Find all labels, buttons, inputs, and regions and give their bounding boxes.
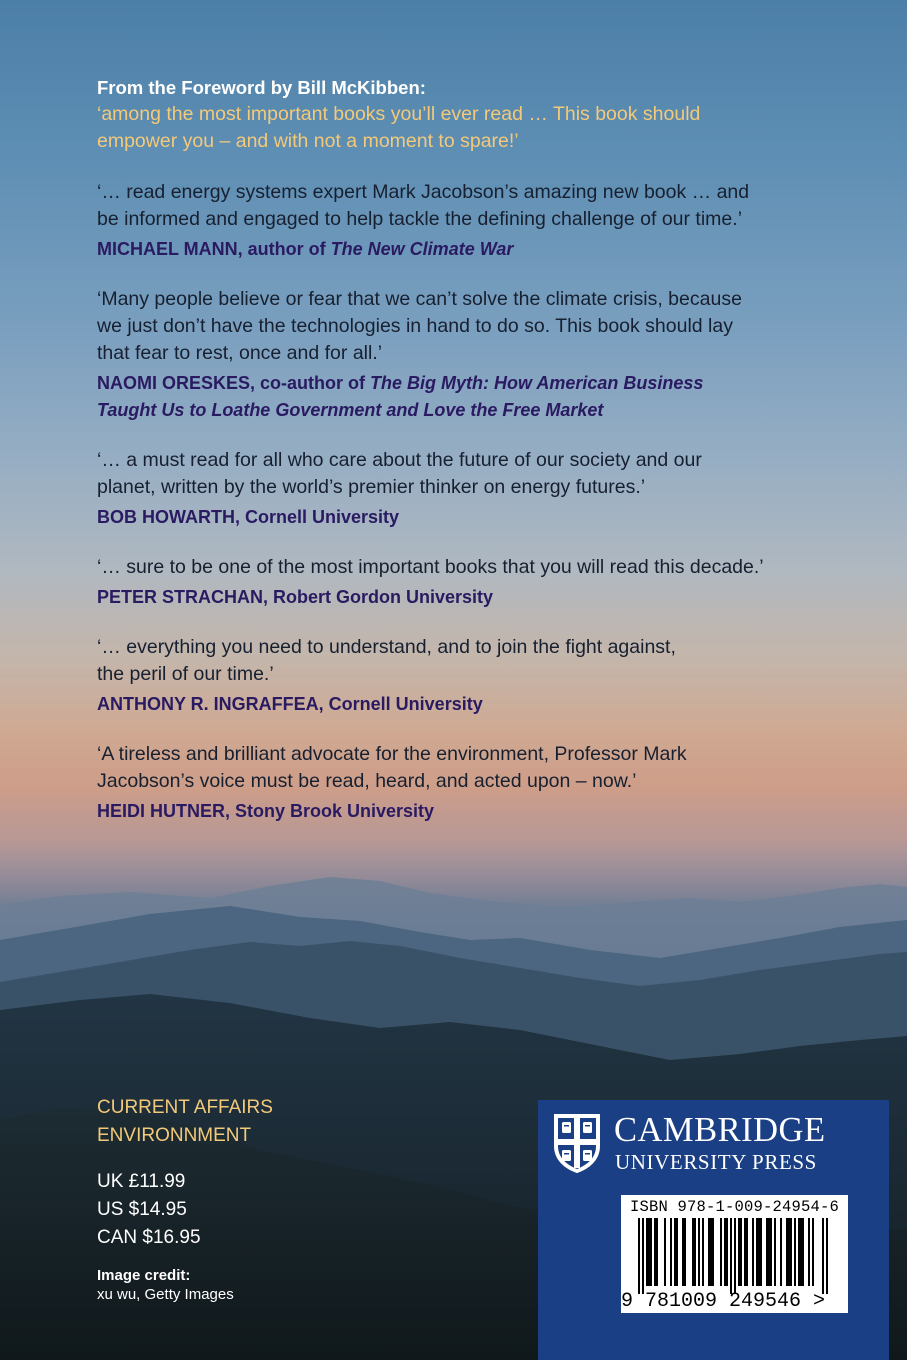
barcode-bar <box>826 1218 828 1294</box>
endorser-name: HEIDI HUTNER, <box>97 801 231 821</box>
price-list <box>97 1168 273 1252</box>
publisher-panel <box>538 1100 889 1360</box>
barcode-bar <box>708 1218 710 1286</box>
barcode-bar <box>642 1218 644 1294</box>
barcode-bar <box>794 1218 796 1286</box>
barcode-bar <box>684 1218 686 1286</box>
endorsement-quote-line: Jacobson’s voice must be read, heard, and acted upon – now.’ <box>97 770 637 792</box>
endorsement <box>97 634 817 718</box>
endorser-affiliation: Robert Gordon University <box>268 587 494 607</box>
barcode-bar <box>702 1218 704 1286</box>
barcode-bar <box>786 1218 788 1286</box>
endorsement <box>97 179 817 263</box>
barcode-bar <box>720 1218 722 1286</box>
image-credit-text: xu wu, Getty Images <box>97 1286 234 1303</box>
endorsement-quote <box>97 179 817 233</box>
barcode-bar <box>812 1218 814 1286</box>
barcode-bar <box>808 1218 810 1286</box>
price-us: US $14.95 <box>97 1199 187 1220</box>
barcode-bar <box>746 1218 748 1286</box>
barcode-bar <box>650 1218 652 1286</box>
endorsement <box>97 286 817 424</box>
barcode-bar <box>788 1218 790 1286</box>
cambridge-crest-icon <box>552 1112 602 1174</box>
bottom-left-info <box>97 1094 273 1304</box>
endorsement-quote-line: be informed and engaged to help tackle the defining challenge of our time.’ <box>97 208 743 230</box>
endorsement-quote <box>97 634 817 688</box>
barcode-bar <box>730 1218 732 1294</box>
endorsement-quote <box>97 447 817 501</box>
barcode-bar <box>790 1218 792 1286</box>
barcode-bar <box>822 1218 824 1294</box>
endorsement-quote-line: ‘A tireless and brilliant advocate for the environment, Professor Mark <box>97 743 687 765</box>
endorser-affiliation: Cornell University <box>240 507 400 527</box>
barcode-bar <box>724 1218 726 1286</box>
barcode-bar <box>740 1218 742 1286</box>
endorser-name: PETER STRACHAN, <box>97 587 269 607</box>
barcode-label <box>621 1195 848 1313</box>
price-uk: UK £11.99 <box>97 1171 186 1192</box>
endorsement-attribution <box>97 584 817 611</box>
barcode-bar <box>774 1218 776 1286</box>
barcode-bar <box>682 1218 684 1286</box>
endorsement-quote <box>97 741 817 795</box>
barcode-bar <box>670 1218 672 1286</box>
barcode-bar <box>692 1218 694 1286</box>
barcode-bar <box>802 1218 804 1286</box>
endorser-name: BOB HOWARTH, <box>97 507 240 527</box>
barcode-bar <box>726 1218 728 1286</box>
endorsement-quote <box>97 286 817 367</box>
endorsement-quote-line: ‘Many people believe or fear that we can’t solve the climate crisis, because <box>97 288 742 310</box>
foreword-quote <box>97 101 817 155</box>
endorsement-attribution <box>97 798 817 825</box>
barcode-bar <box>768 1218 770 1286</box>
endorsement <box>97 554 817 611</box>
barcode-bar <box>766 1218 768 1286</box>
barcode-bar <box>800 1218 802 1286</box>
endorser-affiliation: Taught Us to Loathe Government and Love the Free Market <box>97 400 604 420</box>
endorsement-quote-line: that fear to rest, once and for all.’ <box>97 342 383 364</box>
endorsement-quote-line: ‘… a must read for all who care about the future of our society and our <box>97 449 702 471</box>
barcode-bar <box>780 1218 782 1286</box>
barcode-bar <box>676 1218 678 1286</box>
endorsement-attribution <box>97 236 817 263</box>
publisher-name: CAMBRIDGE <box>614 1111 826 1149</box>
barcode-number: 9 781009 249546 > <box>621 1290 826 1313</box>
endorsement-attribution <box>97 504 817 531</box>
endorser-name: NAOMI ORESKES, <box>97 373 256 393</box>
barcode-bar <box>646 1218 648 1286</box>
barcode-bar <box>734 1218 736 1294</box>
barcode-bar <box>674 1218 676 1286</box>
endorsement-quote-line: ‘… everything you need to understand, and to join the fight against, <box>97 636 676 658</box>
endorsement-quote <box>97 554 817 581</box>
foreword-quote-line: ‘among the most important books you’ll ever read … This book should <box>97 103 701 125</box>
barcode-bar <box>664 1218 666 1286</box>
image-credit-heading: Image credit: <box>97 1267 191 1284</box>
endorser-affiliation: Stony Brook University <box>230 801 435 821</box>
barcode-bar <box>756 1218 758 1286</box>
endorsement-attribution <box>97 691 817 718</box>
endorsement-attribution <box>97 370 817 424</box>
barcode-bar <box>698 1218 700 1286</box>
endorser-name: MICHAEL MANN, <box>97 239 243 259</box>
endorsements-section <box>97 74 817 848</box>
barcode-bar <box>758 1218 760 1286</box>
endorsement <box>97 741 817 825</box>
barcode-bar <box>798 1218 800 1286</box>
barcode-bar <box>712 1218 714 1286</box>
category-label: CURRENT AFFAIRS <box>97 1097 273 1118</box>
endorser-affiliation: The New Climate War <box>330 239 514 259</box>
barcode-bar <box>694 1218 696 1286</box>
barcode-bar <box>648 1218 650 1286</box>
barcode-bar <box>638 1218 640 1294</box>
endorser-name: ANTHONY R. INGRAFFEA, <box>97 694 324 714</box>
barcode-bar <box>738 1218 740 1286</box>
endorsement-quote-line: ‘… sure to be one of the most important books that you will read this decade.’ <box>97 556 764 578</box>
endorsement-quote-line: planet, written by the world’s premier thinker on energy futures.’ <box>97 476 646 498</box>
barcode-bar <box>710 1218 712 1286</box>
endorsement-quote-line: ‘… read energy systems expert Mark Jacobson’s amazing new book … and <box>97 181 750 203</box>
price-can: CAN $16.95 <box>97 1227 201 1248</box>
barcode-bar <box>656 1218 658 1286</box>
barcode-bar <box>752 1218 754 1286</box>
endorser-affiliation: The Big Myth: How American Business <box>370 373 704 393</box>
endorsement-list <box>97 179 817 825</box>
endorsement <box>97 447 817 531</box>
barcode-bar <box>760 1218 762 1286</box>
foreword-heading: From the Foreword by Bill McKibben: <box>97 77 426 98</box>
barcode-bar <box>770 1218 772 1286</box>
publisher-subname: UNIVERSITY PRESS <box>615 1150 817 1174</box>
endorser-affiliation: author of <box>242 239 331 259</box>
barcode-bar <box>744 1218 746 1286</box>
isbn-text: ISBN 978-1-009-24954-6 <box>629 1198 840 1216</box>
endorsement-quote-line: we just don’t have the technologies in hand to do so. This book should lay <box>97 315 733 337</box>
barcode-bar <box>654 1218 656 1286</box>
endorser-affiliation: co-author of <box>255 373 371 393</box>
category-label: ENVIRONNMENT <box>97 1125 252 1146</box>
foreword-quote-line: empower you – and with not a moment to spare!’ <box>97 130 519 152</box>
endorsement-quote-line: the peril of our time.’ <box>97 663 274 685</box>
endorser-affiliation: Cornell University <box>323 694 483 714</box>
